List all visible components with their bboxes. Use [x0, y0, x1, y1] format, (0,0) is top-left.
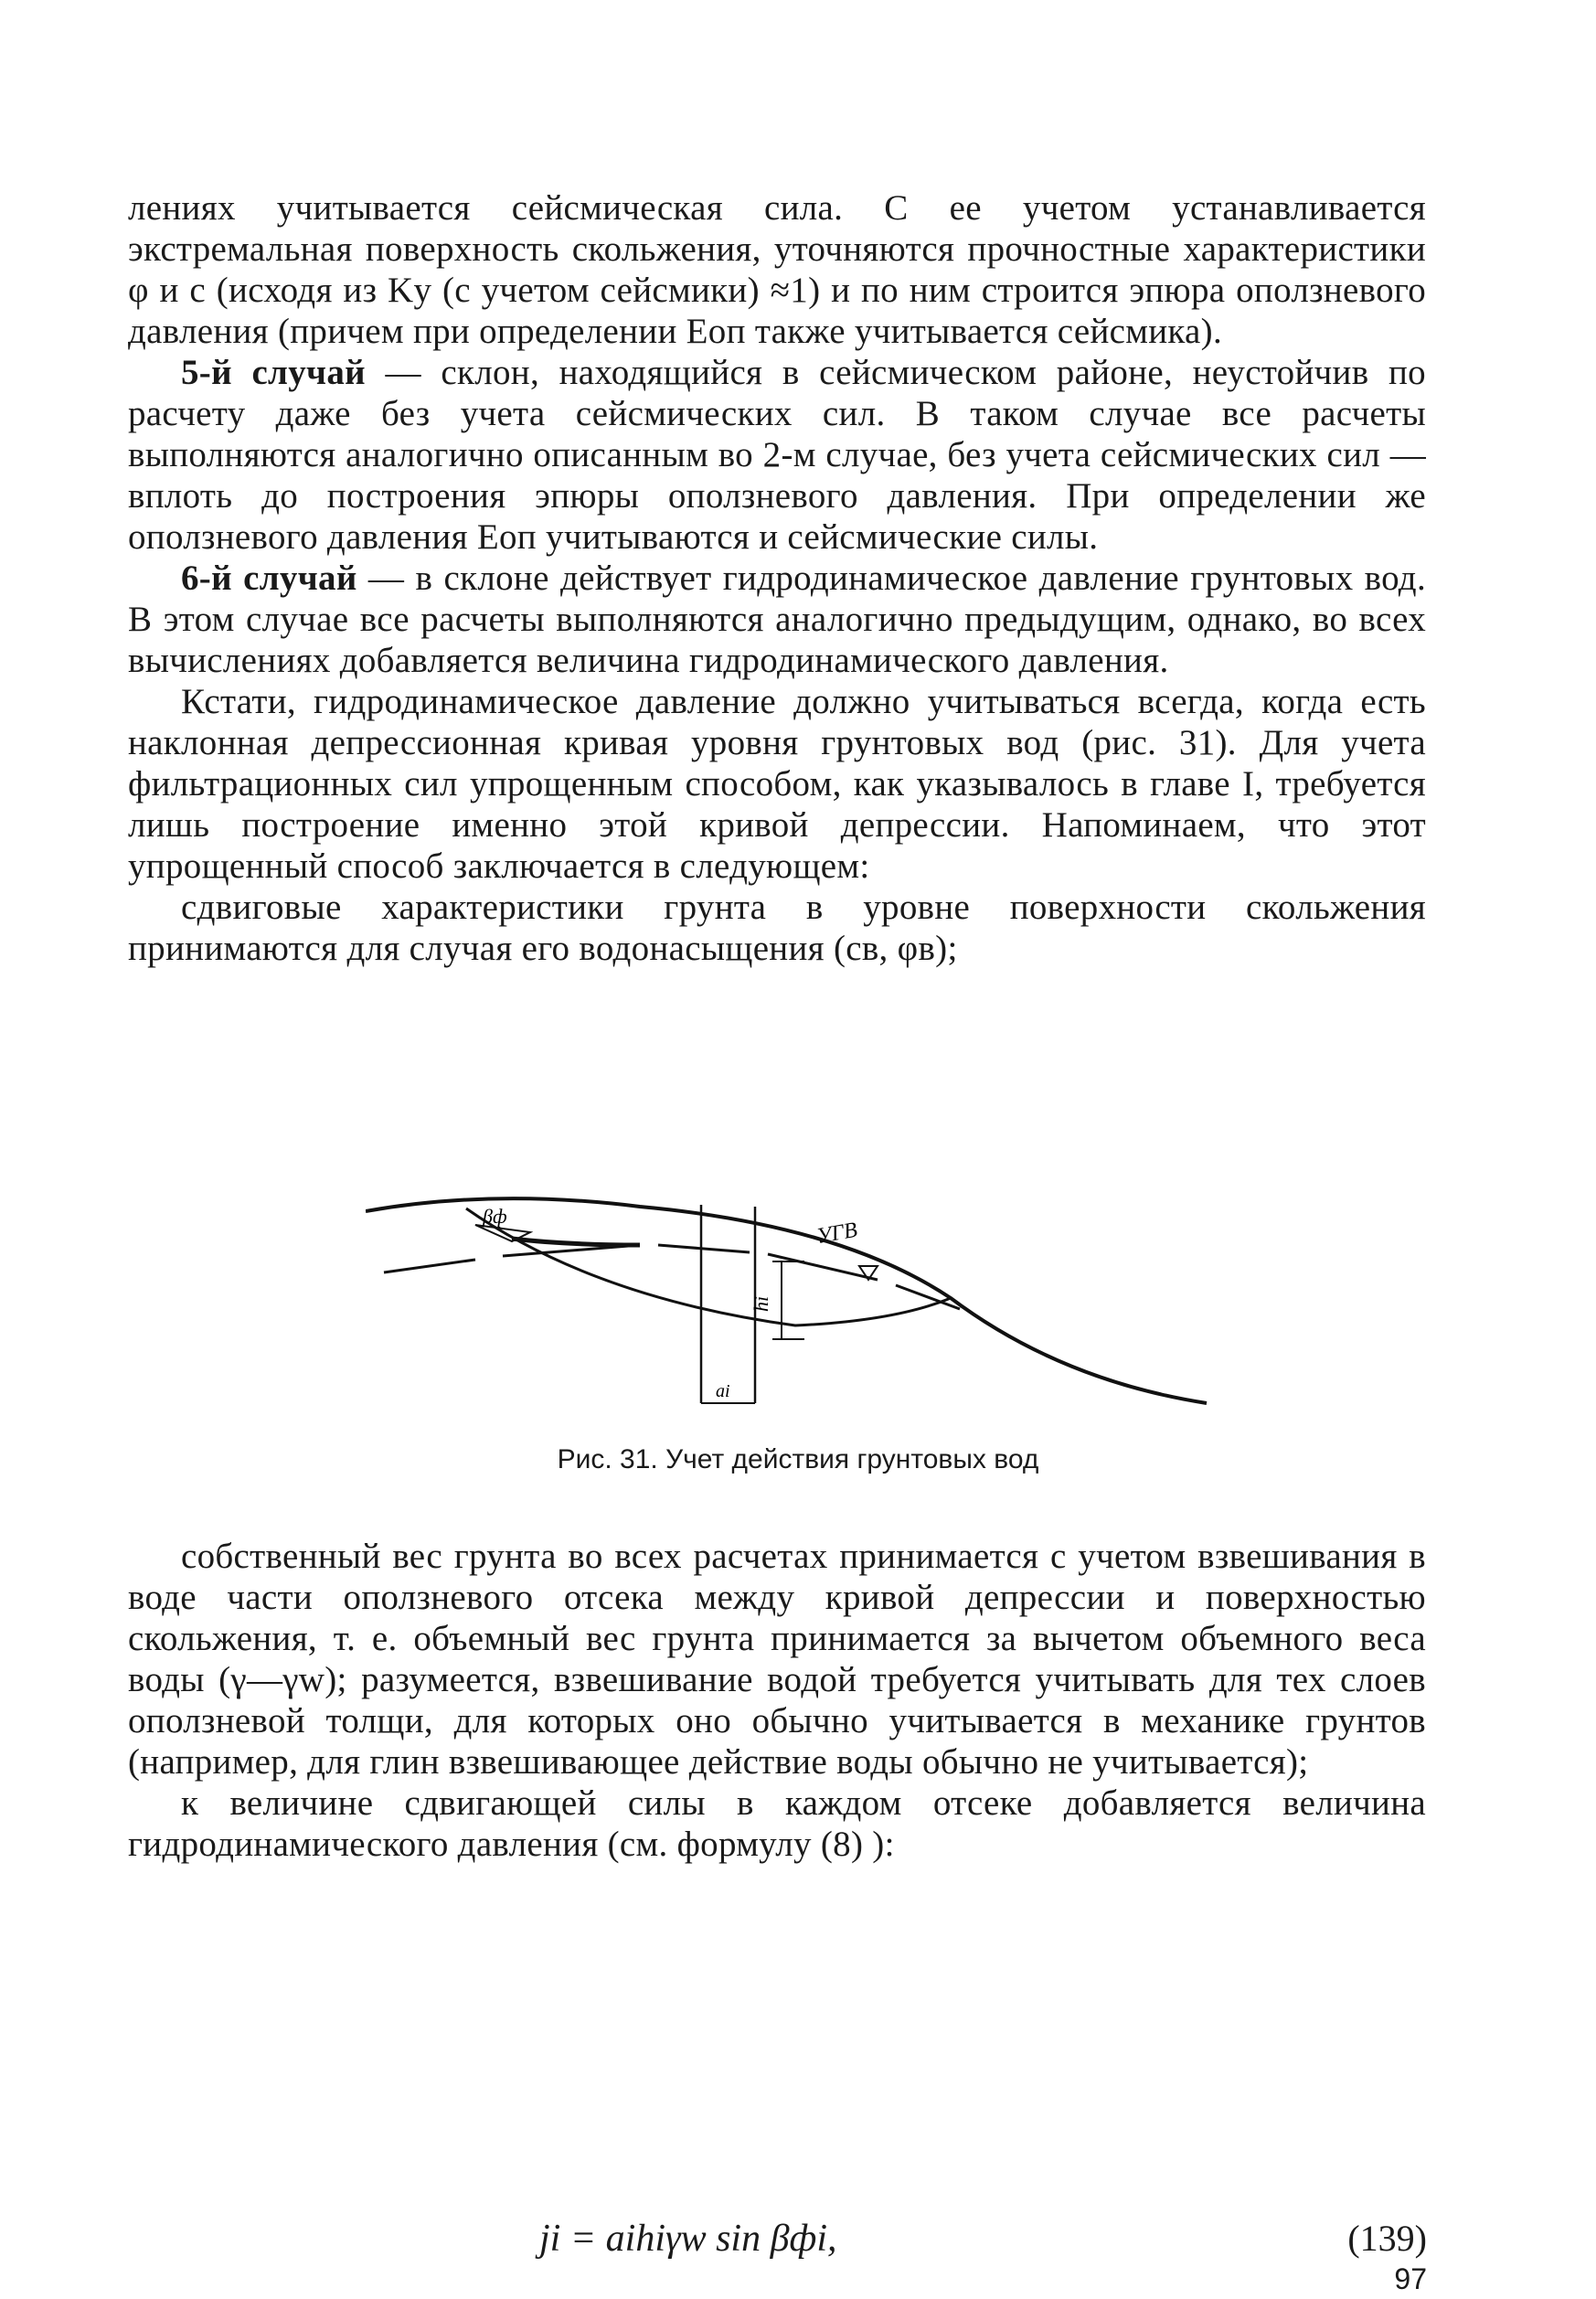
paragraph-self-weight: собственный вес грунта во всех расчетах принимается с учетом взвешивания в воде части оползневого отсека между кривой депрессии и поверхностью скольжения, т. е. объемный вес грунта принимается за вычетом объемного веса воды (γ—γw); разумеется, взвешивание водой требуется учитывать для тех слоев оползневой толщи, для которых оно обычно учитывается в механике грунтов (например, для глин взвешивающее действие воды обычно не учитывается);: [128, 1537, 1426, 1782]
figure-caption: Рис. 31. Учет действия грунтовых вод: [557, 1444, 1039, 1474]
paragraph-shear-characteristics: сдвиговые характеристики грунта в уровне поверхности скольжения принимаются для случая его водонасыщения (cв, φв);: [128, 888, 1426, 968]
paragraph-hydrodynamic: Кстати, гидродинамическое давление должно учитываться всегда, когда есть наклонная депрессионная кривая уровня грунтовых вод (рис. 31). Для учета фильтрационных сил упрощенным способом, как указывалось в главе I, требуется лишь построение именно этой кривой депрессии. Напоминаем, что этот упрощенный способ заключается в следующем:: [128, 682, 1426, 886]
figure-31: [366, 1188, 1243, 1408]
ugv-label: УГВ: [814, 1218, 859, 1249]
formula-number: (139): [1347, 2218, 1427, 2259]
paragraph-case-6: 6-й случай — в склоне действует гидродинамическое давление грунтовых вод. В этом случае все расчеты выполняются аналогично предыдущим, однако, во всех вычислениях добавляется величина гидродинамического давления.: [128, 559, 1426, 680]
page-number: 97: [1394, 2262, 1427, 2295]
h-label: hi: [750, 1295, 772, 1312]
formula-139: ji = aihiγw sin βфi,: [539, 2218, 837, 2260]
a-label: ai: [716, 1381, 730, 1401]
slope-diagram: [366, 1188, 1243, 1408]
paragraph-case-5: 5-й случай — склон, находящийся в сейсмическом районе, неустойчив по расчету даже без учета сейсмических сил. В таком случае все расчеты выполняются аналогично описанным во 2-м случае, без учета сейсмических сил — вплоть до построения эпюры оползневого давления. При определении же оползневого давления Eоп учитываются и сейсмические силы.: [128, 353, 1426, 557]
paragraph-shear-force: к величине сдвигающей силы в каждом отсеке добавляется величина гидродинамического давления (см. формулу (8) ):: [128, 1783, 1426, 1864]
beta-label: βф: [483, 1205, 507, 1228]
paragraph-continuation: лениях учитывается сейсмическая сила. С ее учетом устанавливается экстремальная поверхность скольжения, уточняются прочностные характеристики φ и с (исходя из Kу (с учетом сейсмики) ≈1) и по ним строится эпюра оползневого давления (причем при определении Eоп также учитывается сейсмика).: [128, 188, 1426, 351]
text-block-bottom: [128, 1536, 1426, 1865]
text-block-top: [128, 187, 1426, 969]
